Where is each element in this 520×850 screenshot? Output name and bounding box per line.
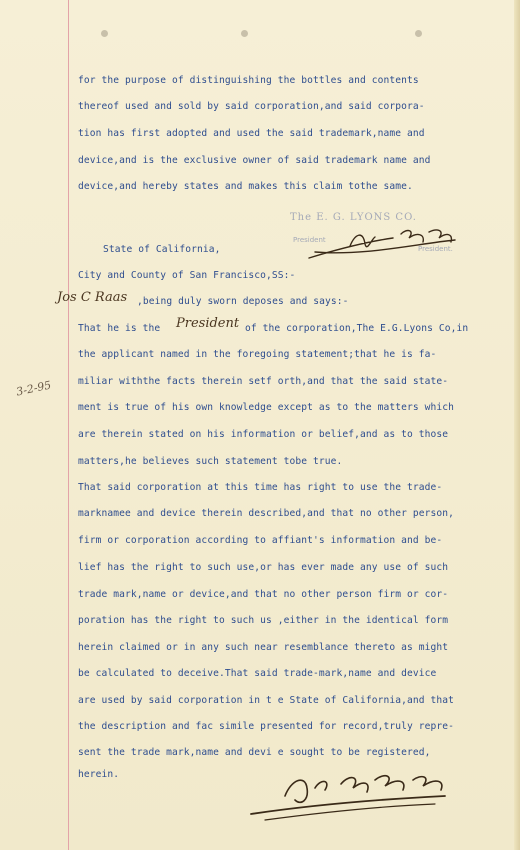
text-line: be calculated to deceive.That said trade-mark,name and device [78,668,437,679]
deposes-text: ,being duly sworn deposes and says:- [137,296,349,307]
text-line: sent the trade mark,name and devi e sought to be registered, [78,747,431,758]
venue-state: State of California, [103,244,221,255]
text-line: That said corporation at this time has right to use the trade- [78,482,443,493]
text-line: are therein stated on his information or belief,and as to those [78,429,449,440]
text-line: lief has the right to such use,or has ever made any use of such [78,562,449,573]
signature-top [305,222,465,264]
text-line: marknamee and device therein described,and that no other person, [78,508,455,519]
text-line: ment is true of his own knowledge except as to the matters which [78,402,455,413]
text-line: of the corporation,The E.G.Lyons Co,in [245,323,469,334]
text-line: trade mark,name or device,and that no other person firm or cor- [78,589,449,600]
punch-hole [241,30,248,37]
punch-hole [415,30,422,37]
text-line: That he is the [78,323,161,334]
affiant-name-handwritten: Jos C Raas [57,290,128,305]
page-edge [514,0,520,850]
text-line: tion has first adopted and used the said trademark,name and [78,128,425,139]
punch-hole [101,30,108,37]
text-line: herein claimed or in any such near resemblance thereto as might [78,642,449,653]
text-line: the description and fac simile presented for record,truly repre- [78,721,455,732]
margin-date: 3-2-95 [15,378,53,399]
text-line: herein. [78,769,120,780]
title-handwritten: President [176,316,240,331]
company-stamp: The E. G. LYONS CO. [290,212,417,223]
stamp-title-right: President. [418,245,453,253]
text-line: poration has the right to such us ,either in the identical form [78,615,449,626]
venue-county: City and County of San Francisco,SS:- [78,270,296,281]
signature-bottom [245,766,465,826]
text-line: matters,he believes such statement tobe true. [78,456,343,467]
stamp-title-left: President [293,236,326,244]
text-line: device,and hereby states and makes this claim tothe same. [78,181,413,192]
text-line: firm or corporation according to affiant's information and be- [78,535,443,546]
text-line: are used by said corporation in t e State of California,and that [78,695,455,706]
text-line: for the purpose of distinguishing the bottles and contents [78,75,419,86]
text-line: thereof used and sold by said corporation,and said corpora- [78,101,425,112]
text-line: the applicant named in the foregoing statement;that he is fa- [78,349,437,360]
margin-rule [68,0,69,850]
text-line: miliar withthe facts therein setf orth,and that the said state- [78,376,449,387]
text-line: device,and is the exclusive owner of said trademark name and [78,155,431,166]
